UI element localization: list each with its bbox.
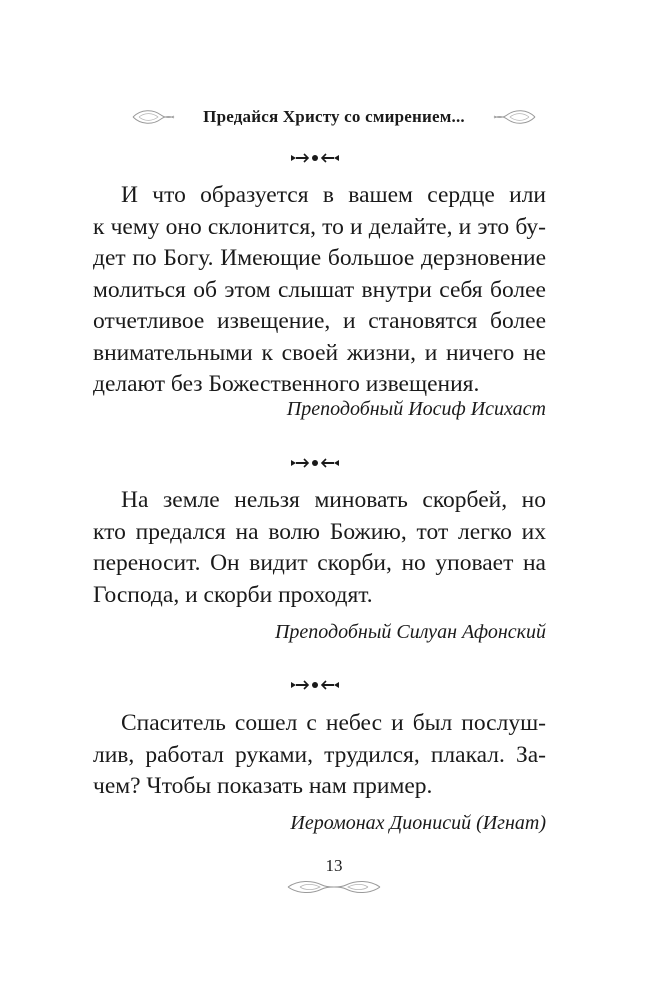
quote-line: Господа, и скорби проходят.	[93, 581, 373, 608]
running-header-title: Предайся Христу со смирением...	[203, 107, 465, 126]
quote-line: переносит. Он видит скорби, но уповает на	[93, 550, 546, 576]
quote-line: молиться об этом слышат внутри себя более	[93, 276, 546, 303]
ornament-divider-icon	[290, 677, 340, 693]
quote-line: На земле нельзя миновать скорбей, но	[121, 487, 546, 513]
page-number: 13	[325, 856, 343, 875]
quote-line: отчетливое извещение, и становятся более	[93, 308, 546, 334]
quote-paragraph	[93, 708, 546, 803]
quote-author: Преподобный Силуан Афонский	[274, 621, 546, 643]
quote-line: дет по Богу. Имеющие большое дерзновение	[93, 245, 546, 271]
quote-line: к чему оно склонится, то и делайте, и это бу-	[93, 213, 546, 240]
quote-line: чем? Чтобы показать нам пример.	[93, 773, 433, 799]
quote-line: внимательными к своей жизни, и ничего не	[93, 339, 546, 366]
quote-author: Иеромонах Дионисий (Игнат)	[290, 812, 546, 834]
running-header	[0, 104, 668, 130]
quote-line: кто предался на волю Божию, тот легко их	[93, 518, 546, 545]
right-flourish-icon	[493, 107, 537, 127]
quote-line: И что образуется в вашем сердце или	[121, 182, 546, 208]
quote-paragraph	[93, 485, 546, 611]
quote-line: лив, работал руками, трудился, плакал. За-	[93, 741, 546, 768]
left-flourish-icon	[131, 107, 175, 127]
footer-flourish-icon	[286, 878, 382, 896]
ornament-divider-icon	[290, 150, 340, 166]
quote-author: Преподобный Иосиф Исихаст	[286, 398, 546, 420]
ornament-divider-icon	[290, 455, 340, 471]
quote-paragraph	[93, 180, 546, 401]
quote-line: Спаситель сошел с небес и был послуш-	[121, 710, 546, 736]
quote-line: делают без Божественного извещения.	[93, 371, 480, 397]
